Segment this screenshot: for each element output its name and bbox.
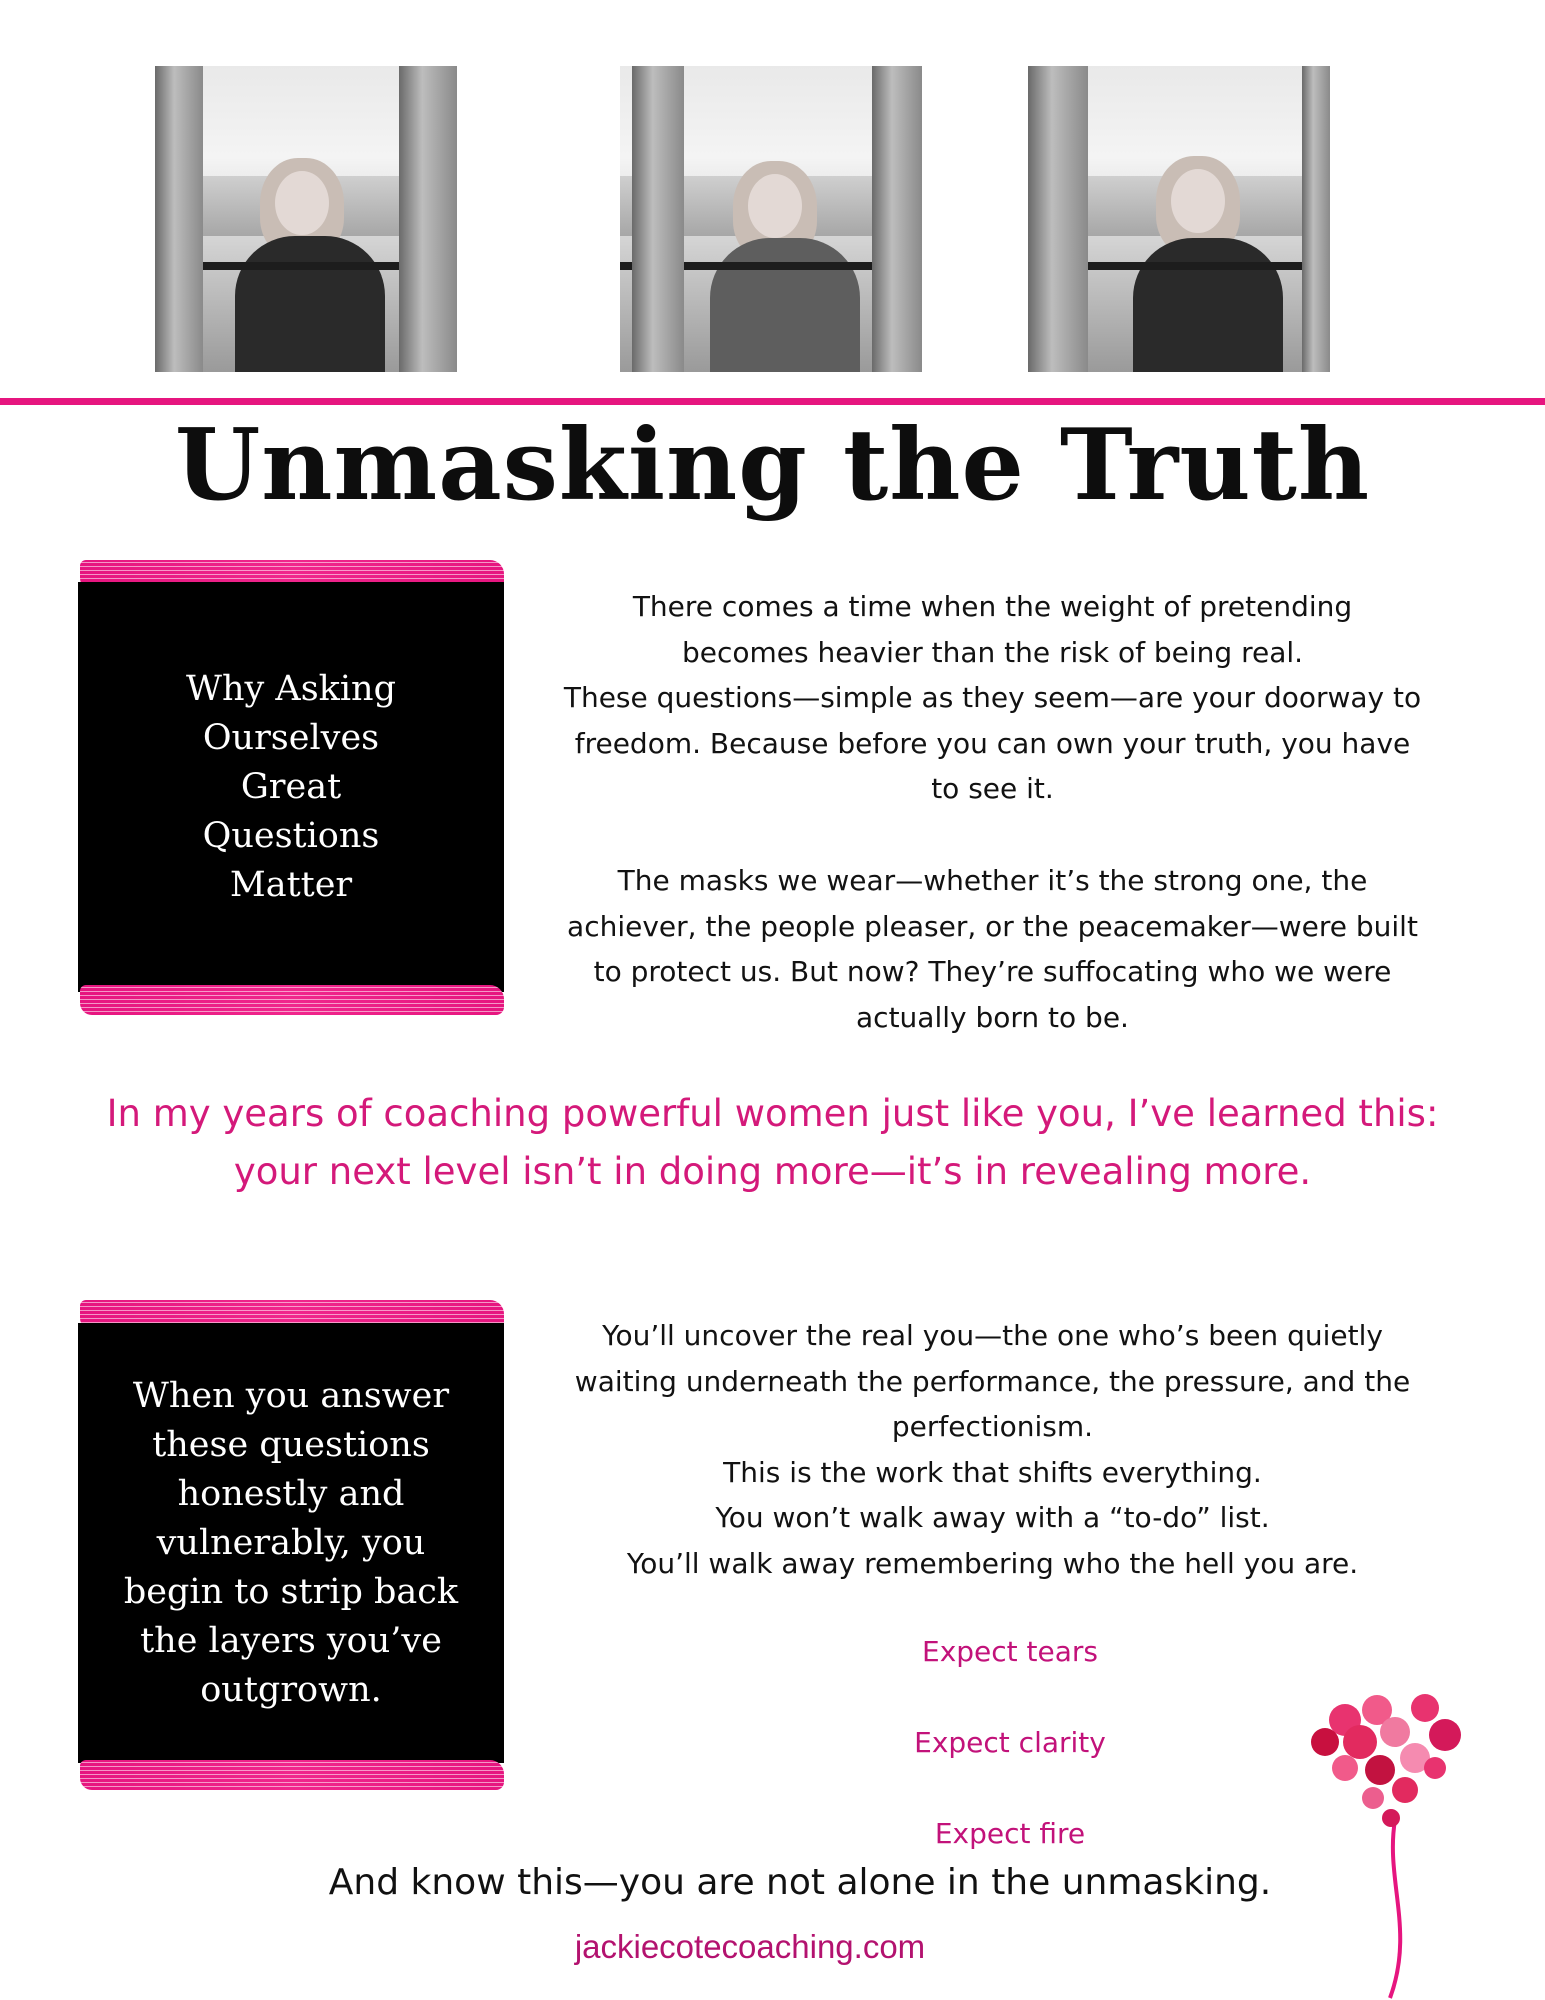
photo-2 [620, 66, 922, 372]
expect-tears: Expect tears [922, 1635, 1098, 1668]
face [275, 171, 329, 235]
callout-box-2 [78, 1323, 504, 1763]
expect-fire: Expect fire [934, 1817, 1086, 1850]
callout-box-1 [78, 582, 504, 992]
pink-divider [0, 398, 1545, 405]
heart-balloon-illustration [1285, 1680, 1505, 2000]
page-title: Unmasking the Truth [174, 408, 1371, 523]
masks-paragraph: The masks we wear—whether it’s the strong one, the achiever, the people pleaser, or the peacemaker—were built to protect us. But now? They’re suffocating who we were actually born to be. [567, 864, 1418, 1034]
website-link[interactable]: jackiecotecoaching.com [574, 1928, 926, 1965]
expect-clarity: Expect clarity [914, 1726, 1106, 1759]
brush-stroke-bottom [80, 1760, 504, 1790]
photo-1 [155, 66, 457, 372]
brush-stroke-bottom [80, 985, 504, 1015]
intro-paragraph: There comes a time when the weight of pretending becomes heavier than the risk of being real. These questions—simple as they seem—are your doorway to freedom. Because before you can own your truth, you have to see it. [563, 590, 1422, 805]
callout-text-1: Why Asking Ourselves Great Questions Matter [186, 668, 396, 905]
uncover-paragraph: You’ll uncover the real you—the one who’s been quietly waiting underneath the performance, the pressure, and the perfectionism. This is the work that shifts everything. You won’t walk away with a “to-do” list. You’ll walk away remembering who the hell you are. [574, 1319, 1411, 1580]
photo-3 [1028, 66, 1330, 372]
face [1171, 169, 1225, 233]
pull-quote: In my years of coaching powerful women just like you, I’ve learned this: your next level isn’t in doing more—it’s in revealing more. [106, 1092, 1439, 1193]
callout-text-2: When you answer these questions honestly and vulnerably, you begin to strip back the layers you’ve outgrown. [123, 1375, 459, 1710]
closing-line: And know this—you are not alone in the unmasking. [328, 1862, 1272, 1903]
face [748, 174, 802, 238]
